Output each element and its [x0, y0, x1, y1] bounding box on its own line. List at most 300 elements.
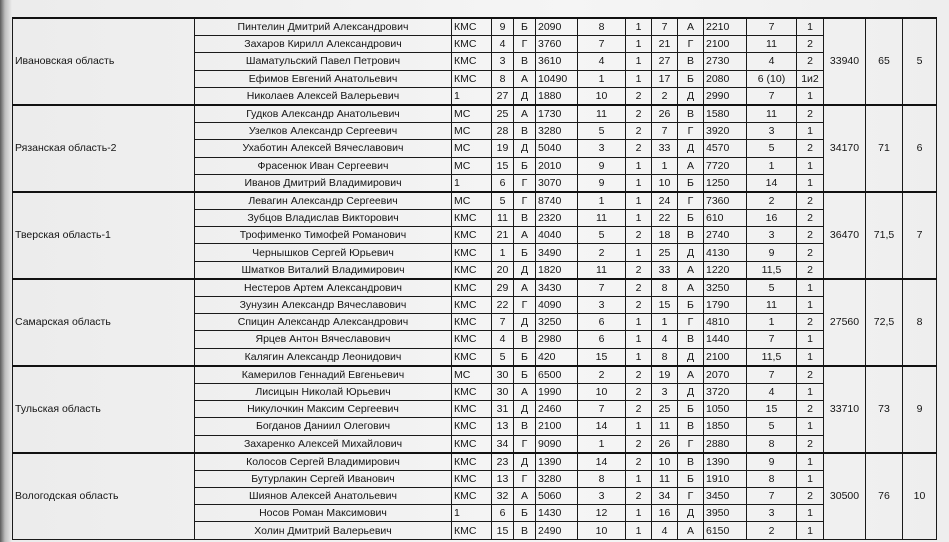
athlete-name: Захаров Кирилл Александрович	[195, 36, 452, 53]
cell-zone-round1: 2	[626, 105, 652, 123]
athlete-name: Холин Дмитрий Валерьевич	[195, 522, 452, 539]
cell-weight-round1: 3610	[536, 53, 578, 70]
cell-place-round1: 10	[578, 87, 626, 105]
athlete-rank: КМС	[452, 53, 492, 70]
athlete-name: Пинтелин Дмитрий Александрович	[195, 18, 452, 36]
table-row	[13, 453, 937, 471]
team-points: 72,5	[866, 279, 903, 366]
region-name: Вологодская область	[13, 453, 195, 539]
cell-zone-round2: 1	[797, 18, 824, 36]
cell-number-round2: 11	[652, 418, 678, 435]
cell-weight-round1: 2490	[536, 522, 578, 539]
cell-weight-round1: 1820	[536, 261, 578, 279]
cell-number-round2: 10	[652, 453, 678, 471]
cell-place-round1: 3	[578, 140, 626, 157]
cell-place-round2: 7	[747, 87, 797, 105]
cell-place-round1: 3	[578, 297, 626, 314]
cell-place-round1: 8	[578, 18, 626, 36]
cell-number-round2: 7	[652, 18, 678, 36]
cell-weight-round2: 3450	[704, 488, 747, 505]
team-points: 71,5	[866, 192, 903, 279]
cell-sector-round2: А	[678, 18, 704, 36]
cell-sector-round2: Г	[678, 488, 704, 505]
cell-place-round1: 14	[578, 453, 626, 471]
cell-start-number: 7	[492, 314, 514, 331]
cell-sector: Г	[514, 174, 536, 192]
athlete-rank: МС	[452, 192, 492, 210]
athlete-name: Трофименко Тимофей Романович	[195, 227, 452, 244]
cell-place-round2: 6 (10)	[747, 70, 797, 87]
athlete-rank: КМС	[452, 70, 492, 87]
cell-place-round1: 9	[578, 174, 626, 192]
team-place: 8	[903, 279, 937, 366]
cell-sector: Б	[514, 366, 536, 384]
cell-number-round2: 1	[652, 314, 678, 331]
table-row	[13, 192, 937, 210]
cell-weight-round2: 4130	[704, 244, 747, 261]
cell-zone-round2: 2	[797, 210, 824, 227]
team-place: 9	[903, 366, 937, 453]
cell-zone-round2: 1	[797, 453, 824, 471]
cell-sector: Д	[514, 453, 536, 471]
cell-number-round2: 8	[652, 348, 678, 366]
athlete-name: Богданов Даниил Олегович	[195, 418, 452, 435]
cell-weight-round2: 1250	[704, 174, 747, 192]
cell-sector-round2: Б	[678, 297, 704, 314]
athlete-name: Зубцов Владислав Викторович	[195, 210, 452, 227]
cell-sector: А	[514, 383, 536, 400]
cell-zone-round1: 1	[626, 244, 652, 261]
cell-place-round2: 5	[747, 418, 797, 435]
cell-sector-round2: Г	[678, 435, 704, 453]
cell-weight-round1: 5060	[536, 488, 578, 505]
athlete-rank: МС	[452, 123, 492, 140]
athlete-rank: МС	[452, 105, 492, 123]
cell-zone-round1: 1	[626, 470, 652, 487]
cell-start-number: 8	[492, 70, 514, 87]
team-points: 76	[866, 453, 903, 539]
athlete-rank: КМС	[452, 297, 492, 314]
cell-sector: Б	[514, 505, 536, 522]
cell-place-round2: 11,5	[747, 348, 797, 366]
cell-sector: А	[514, 227, 536, 244]
cell-place-round2: 9	[747, 453, 797, 471]
cell-start-number: 32	[492, 488, 514, 505]
cell-sector-round2: А	[678, 157, 704, 174]
cell-place-round2: 7	[747, 18, 797, 36]
cell-sector-round2: Д	[678, 505, 704, 522]
cell-start-number: 22	[492, 297, 514, 314]
cell-zone-round2: 1и2	[797, 70, 824, 87]
cell-zone-round2: 1	[797, 174, 824, 192]
cell-start-number: 30	[492, 366, 514, 384]
cell-sector: Г	[514, 36, 536, 53]
cell-weight-round1: 3070	[536, 174, 578, 192]
cell-number-round2: 33	[652, 261, 678, 279]
cell-zone-round2: 2	[797, 261, 824, 279]
cell-sector-round2: А	[678, 279, 704, 297]
athlete-rank: КМС	[452, 522, 492, 539]
cell-zone-round1: 1	[626, 522, 652, 539]
athlete-name: Николаев Алексей Валерьевич	[195, 87, 452, 105]
team-points: 65	[866, 18, 903, 105]
cell-zone-round1: 2	[626, 383, 652, 400]
cell-place-round1: 5	[578, 123, 626, 140]
region-name: Рязанская область-2	[13, 105, 195, 192]
cell-place-round2: 4	[747, 53, 797, 70]
cell-sector: Б	[514, 18, 536, 36]
athlete-rank: КМС	[452, 314, 492, 331]
cell-zone-round1: 1	[626, 505, 652, 522]
cell-zone-round2: 1	[797, 279, 824, 297]
cell-zone-round2: 1	[797, 348, 824, 366]
cell-start-number: 29	[492, 279, 514, 297]
team-total-weight: 27560	[824, 279, 866, 366]
athlete-name: Гудков Александр Анатольевич	[195, 105, 452, 123]
cell-sector: Г	[514, 192, 536, 210]
team-total-weight: 36470	[824, 192, 866, 279]
cell-sector: Д	[514, 140, 536, 157]
athlete-rank: КМС	[452, 470, 492, 487]
cell-start-number: 30	[492, 383, 514, 400]
athlete-name: Лисицын Николай Юрьевич	[195, 383, 452, 400]
athlete-rank: КМС	[452, 36, 492, 53]
cell-sector: В	[514, 331, 536, 348]
cell-place-round1: 1	[578, 435, 626, 453]
cell-weight-round1: 2010	[536, 157, 578, 174]
cell-weight-round1: 4040	[536, 227, 578, 244]
athlete-rank: КМС	[452, 331, 492, 348]
cell-place-round1: 1	[578, 70, 626, 87]
cell-start-number: 27	[492, 87, 514, 105]
team-place: 10	[903, 453, 937, 539]
team-total-weight: 33940	[824, 18, 866, 105]
cell-weight-round1: 10490	[536, 70, 578, 87]
cell-number-round2: 11	[652, 470, 678, 487]
cell-sector-round2: Б	[678, 70, 704, 87]
cell-zone-round1: 1	[626, 36, 652, 53]
cell-zone-round2: 1	[797, 87, 824, 105]
cell-zone-round1: 1	[626, 70, 652, 87]
cell-weight-round1: 2320	[536, 210, 578, 227]
athlete-name: Шаматульский Павел Петрович	[195, 53, 452, 70]
athlete-rank: КМС	[452, 488, 492, 505]
cell-weight-round2: 2100	[704, 348, 747, 366]
cell-place-round2: 11	[747, 36, 797, 53]
cell-zone-round1: 2	[626, 123, 652, 140]
cell-sector: Д	[514, 87, 536, 105]
cell-place-round1: 6	[578, 314, 626, 331]
cell-zone-round2: 1	[797, 331, 824, 348]
cell-zone-round2: 1	[797, 418, 824, 435]
cell-sector-round2: А	[678, 366, 704, 384]
team-points: 71	[866, 105, 903, 192]
cell-sector: Д	[514, 401, 536, 418]
cell-zone-round1: 1	[626, 18, 652, 36]
cell-sector: Б	[514, 244, 536, 261]
athlete-rank: КМС	[452, 453, 492, 471]
cell-zone-round1: 1	[626, 348, 652, 366]
region-name: Тульская область	[13, 366, 195, 453]
cell-zone-round2: 2	[797, 140, 824, 157]
cell-sector: А	[514, 279, 536, 297]
cell-sector-round2: Г	[678, 192, 704, 210]
cell-sector-round2: А	[678, 522, 704, 539]
cell-start-number: 34	[492, 435, 514, 453]
cell-sector-round2: Б	[678, 401, 704, 418]
cell-place-round1: 7	[578, 279, 626, 297]
cell-place-round2: 1	[747, 157, 797, 174]
cell-number-round2: 7	[652, 123, 678, 140]
cell-sector-round2: А	[678, 261, 704, 279]
region-name: Самарская область	[13, 279, 195, 366]
cell-sector-round2: Д	[678, 383, 704, 400]
athlete-rank: КМС	[452, 18, 492, 36]
cell-start-number: 1	[492, 244, 514, 261]
cell-place-round1: 15	[578, 348, 626, 366]
cell-zone-round2: 1	[797, 383, 824, 400]
cell-place-round1: 4	[578, 53, 626, 70]
cell-weight-round2: 2730	[704, 53, 747, 70]
cell-sector-round2: Д	[678, 87, 704, 105]
athlete-rank: КМС	[452, 210, 492, 227]
cell-place-round1: 7	[578, 36, 626, 53]
cell-sector-round2: Б	[678, 210, 704, 227]
athlete-name: Никулочкин Максим Сергеевич	[195, 401, 452, 418]
cell-weight-round2: 1390	[704, 453, 747, 471]
cell-place-round1: 11	[578, 261, 626, 279]
cell-number-round2: 16	[652, 505, 678, 522]
cell-sector: Г	[514, 470, 536, 487]
cell-place-round2: 3	[747, 505, 797, 522]
cell-weight-round2: 2080	[704, 70, 747, 87]
cell-start-number: 13	[492, 470, 514, 487]
cell-zone-round1: 2	[626, 279, 652, 297]
athlete-rank: КМС	[452, 279, 492, 297]
cell-number-round2: 17	[652, 70, 678, 87]
cell-place-round1: 8	[578, 470, 626, 487]
cell-place-round2: 2	[747, 522, 797, 539]
cell-zone-round2: 1	[797, 297, 824, 314]
cell-weight-round1: 1430	[536, 505, 578, 522]
cell-weight-round1: 3280	[536, 470, 578, 487]
cell-sector-round2: Д	[678, 244, 704, 261]
cell-place-round2: 8	[747, 470, 797, 487]
cell-zone-round2: 1	[797, 522, 824, 539]
cell-zone-round2: 2	[797, 401, 824, 418]
cell-sector-round2: Д	[678, 140, 704, 157]
cell-sector: А	[514, 105, 536, 123]
athlete-name: Камерилов Геннадий Евгеньевич	[195, 366, 452, 384]
athlete-rank: КМС	[452, 418, 492, 435]
cell-zone-round2: 1	[797, 157, 824, 174]
athlete-name: Ярцев Антон Вячеславович	[195, 331, 452, 348]
athlete-rank: КМС	[452, 401, 492, 418]
cell-place-round2: 3	[747, 123, 797, 140]
cell-zone-round2: 2	[797, 488, 824, 505]
cell-place-round2: 9	[747, 244, 797, 261]
athlete-name: Фрасенюк Иван Сергеевич	[195, 157, 452, 174]
athlete-rank: МС	[452, 140, 492, 157]
cell-weight-round2: 2880	[704, 435, 747, 453]
cell-place-round2: 11	[747, 105, 797, 123]
athlete-name: Левагин Александр Сергеевич	[195, 192, 452, 210]
cell-start-number: 25	[492, 105, 514, 123]
table-row	[13, 366, 937, 384]
cell-number-round2: 26	[652, 435, 678, 453]
cell-zone-round2: 2	[797, 36, 824, 53]
cell-weight-round1: 2100	[536, 418, 578, 435]
cell-sector: Б	[514, 157, 536, 174]
athlete-name: Узелков Александр Сергеевич	[195, 123, 452, 140]
cell-start-number: 5	[492, 192, 514, 210]
cell-sector-round2: Д	[678, 348, 704, 366]
team-total-weight: 33710	[824, 366, 866, 453]
cell-sector: А	[514, 488, 536, 505]
cell-zone-round2: 2	[797, 435, 824, 453]
team-total-weight: 30500	[824, 453, 866, 539]
cell-place-round2: 7	[747, 331, 797, 348]
cell-start-number: 4	[492, 331, 514, 348]
athlete-name: Иванов Дмитрий Владимирович	[195, 174, 452, 192]
cell-weight-round2: 2740	[704, 227, 747, 244]
cell-weight-round2: 610	[704, 210, 747, 227]
cell-zone-round1: 1	[626, 192, 652, 210]
cell-weight-round1: 3760	[536, 36, 578, 53]
cell-place-round1: 10	[578, 383, 626, 400]
cell-place-round2: 15	[747, 401, 797, 418]
cell-place-round2: 1	[747, 314, 797, 331]
table-row	[13, 18, 937, 36]
cell-zone-round2: 2	[797, 227, 824, 244]
team-place: 7	[903, 192, 937, 279]
cell-weight-round2: 7720	[704, 157, 747, 174]
cell-place-round1: 2	[578, 366, 626, 384]
cell-weight-round1: 3490	[536, 244, 578, 261]
cell-sector: Д	[514, 314, 536, 331]
cell-weight-round1: 3430	[536, 279, 578, 297]
cell-weight-round2: 3250	[704, 279, 747, 297]
cell-start-number: 23	[492, 453, 514, 471]
cell-sector: Г	[514, 435, 536, 453]
athlete-name: Бутурлакин Сергей Иванович	[195, 470, 452, 487]
athlete-rank: КМС	[452, 348, 492, 366]
cell-weight-round2: 3720	[704, 383, 747, 400]
cell-sector: В	[514, 522, 536, 539]
cell-weight-round2: 4570	[704, 140, 747, 157]
cell-weight-round2: 2070	[704, 366, 747, 384]
cell-weight-round1: 3250	[536, 314, 578, 331]
cell-weight-round2: 1050	[704, 401, 747, 418]
cell-number-round2: 4	[652, 522, 678, 539]
cell-zone-round1: 2	[626, 227, 652, 244]
cell-weight-round1: 9090	[536, 435, 578, 453]
team-total-weight: 34170	[824, 105, 866, 192]
cell-number-round2: 22	[652, 210, 678, 227]
cell-place-round2: 2	[747, 192, 797, 210]
cell-weight-round2: 2210	[704, 18, 747, 36]
cell-number-round2: 8	[652, 279, 678, 297]
cell-number-round2: 27	[652, 53, 678, 70]
cell-zone-round2: 2	[797, 105, 824, 123]
results-table-body	[13, 18, 937, 539]
athlete-name: Чернышков Сергей Юрьевич	[195, 244, 452, 261]
cell-start-number: 20	[492, 261, 514, 279]
cell-weight-round2: 4810	[704, 314, 747, 331]
cell-weight-round1: 3280	[536, 123, 578, 140]
cell-place-round2: 7	[747, 488, 797, 505]
cell-weight-round2: 1850	[704, 418, 747, 435]
cell-zone-round2: 2	[797, 314, 824, 331]
athlete-name: Калягин Александр Леонидович	[195, 348, 452, 366]
cell-number-round2: 19	[652, 366, 678, 384]
cell-start-number: 15	[492, 157, 514, 174]
cell-place-round1: 3	[578, 488, 626, 505]
cell-start-number: 13	[492, 418, 514, 435]
athlete-rank: 1	[452, 505, 492, 522]
cell-start-number: 6	[492, 174, 514, 192]
cell-zone-round2: 2	[797, 53, 824, 70]
cell-sector-round2: В	[678, 105, 704, 123]
cell-zone-round2: 1	[797, 505, 824, 522]
cell-place-round1: 6	[578, 331, 626, 348]
cell-place-round2: 14	[747, 174, 797, 192]
athlete-name: Ефимов Евгений Анатольевич	[195, 70, 452, 87]
cell-sector-round2: Г	[678, 123, 704, 140]
athlete-rank: 1	[452, 87, 492, 105]
cell-place-round1: 7	[578, 401, 626, 418]
athlete-rank: МС	[452, 157, 492, 174]
cell-start-number: 21	[492, 227, 514, 244]
cell-start-number: 31	[492, 401, 514, 418]
cell-weight-round1: 1390	[536, 453, 578, 471]
athlete-name: Нестеров Артем Александрович	[195, 279, 452, 297]
team-place: 6	[903, 105, 937, 192]
cell-sector: Г	[514, 297, 536, 314]
athlete-rank: КМС	[452, 244, 492, 261]
athlete-rank: КМС	[452, 227, 492, 244]
athlete-name: Шиянов Алексей Анатольевич	[195, 488, 452, 505]
cell-zone-round1: 1	[626, 418, 652, 435]
cell-place-round1: 10	[578, 522, 626, 539]
cell-sector-round2: В	[678, 453, 704, 471]
cell-number-round2: 3	[652, 383, 678, 400]
cell-zone-round1: 2	[626, 366, 652, 384]
cell-place-round1: 14	[578, 418, 626, 435]
cell-number-round2: 10	[652, 174, 678, 192]
cell-weight-round2: 1790	[704, 297, 747, 314]
cell-zone-round1: 2	[626, 453, 652, 471]
cell-weight-round1: 1990	[536, 383, 578, 400]
cell-place-round1: 12	[578, 505, 626, 522]
cell-place-round1: 11	[578, 105, 626, 123]
cell-weight-round2: 1910	[704, 470, 747, 487]
cell-number-round2: 25	[652, 244, 678, 261]
athlete-name: Колосов Сергей Владимирович	[195, 453, 452, 471]
cell-start-number: 4	[492, 36, 514, 53]
cell-number-round2: 18	[652, 227, 678, 244]
cell-place-round1: 11	[578, 210, 626, 227]
cell-weight-round2: 1580	[704, 105, 747, 123]
cell-place-round2: 7	[747, 366, 797, 384]
cell-weight-round2: 7360	[704, 192, 747, 210]
cell-start-number: 15	[492, 522, 514, 539]
cell-place-round1: 5	[578, 227, 626, 244]
cell-zone-round2: 2	[797, 366, 824, 384]
cell-number-round2: 25	[652, 401, 678, 418]
cell-zone-round1: 1	[626, 157, 652, 174]
athlete-name: Шматков Виталий Владимирович	[195, 261, 452, 279]
